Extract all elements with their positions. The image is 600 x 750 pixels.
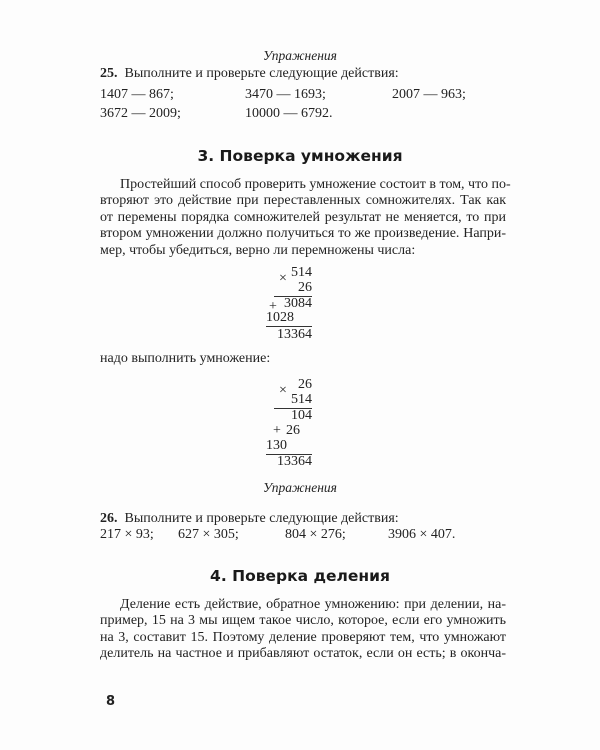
multiplication-26-by-514 bbox=[262, 377, 312, 472]
calc-line: 3084 bbox=[284, 296, 312, 311]
plus-sign: + bbox=[269, 299, 277, 314]
paragraph-line: надо выполнить умножение: bbox=[100, 351, 271, 366]
section-heading: 4. Поверка деления bbox=[210, 567, 390, 585]
paragraph-line: пример, 15 на 3 мы ищем такое число, которое, если его умножить bbox=[100, 613, 506, 629]
multiplication-514-by-26 bbox=[262, 265, 312, 345]
paragraph bbox=[100, 597, 506, 663]
paragraph-line: мер, чтобы убедиться, верно ли перемножены числа: bbox=[100, 242, 416, 258]
exercise-item: 3470 — 1693; bbox=[245, 87, 326, 102]
calc-line: 13364 bbox=[277, 327, 312, 342]
calc-line: 1028 bbox=[266, 310, 312, 327]
paragraph-line: на 3, составит 15. Поэтому деление проверяют тем, что умножают bbox=[100, 629, 506, 645]
calc-line: 130 bbox=[266, 438, 312, 455]
exercise-item: 10000 — 6792. bbox=[245, 106, 333, 121]
exercises-title: Упражнения bbox=[263, 48, 337, 63]
paragraph-line: от перемены порядка сомножителей результат не меняется, то при bbox=[100, 209, 506, 225]
exercises-title: Упражнения bbox=[263, 480, 337, 495]
exercise-instruction: Выполните и проверьте следующие действия: bbox=[124, 511, 399, 526]
calc-line: 26 bbox=[298, 377, 312, 392]
exercise-25 bbox=[100, 66, 399, 82]
exercise-item: 3906 × 407. bbox=[388, 527, 456, 542]
exercise-item: 217 × 93; bbox=[100, 527, 154, 542]
exercise-number: 25. bbox=[100, 66, 118, 81]
times-sign: × bbox=[279, 383, 287, 398]
exercise-number: 26. bbox=[100, 511, 118, 526]
calc-line: 26 bbox=[274, 280, 312, 297]
exercise-item: 627 × 305; bbox=[178, 527, 239, 542]
section-heading: 3. Поверка умножения bbox=[197, 147, 403, 165]
calc-line: 104 bbox=[291, 408, 312, 423]
exercise-instruction: Выполните и проверьте следующие действия: bbox=[124, 66, 399, 81]
calc-line: 514 bbox=[291, 265, 312, 280]
paragraph-line: втором умножении должно получиться то же произведение. Напри- bbox=[100, 226, 506, 242]
exercise-item: 3672 — 2009; bbox=[100, 106, 181, 121]
calc-line: 13364 bbox=[277, 454, 312, 469]
paragraph-line: делитель на частное и прибавляют остаток, если он есть; в оконча- bbox=[100, 646, 506, 662]
paragraph-line: Деление есть действие, обратное умножению: при делении, на- bbox=[120, 597, 506, 612]
paragraph-line: вторяют это действие при переставленных сомножителях. Так как bbox=[100, 193, 506, 209]
exercise-item: 2007 — 963; bbox=[392, 87, 466, 102]
times-sign: × bbox=[279, 271, 287, 286]
paragraph bbox=[100, 177, 511, 259]
plus-sign: + bbox=[273, 423, 281, 438]
paragraph-line: Простейший способ проверить умножение состоит в том, что по- bbox=[120, 177, 511, 192]
exercise-item: 804 × 276; bbox=[285, 527, 346, 542]
exercise-item: 1407 — 867; bbox=[100, 87, 174, 102]
calc-line: 26 bbox=[286, 423, 300, 438]
exercise-26 bbox=[100, 511, 399, 527]
page-number: 8 bbox=[106, 694, 116, 709]
calc-line: 514 bbox=[274, 392, 312, 409]
